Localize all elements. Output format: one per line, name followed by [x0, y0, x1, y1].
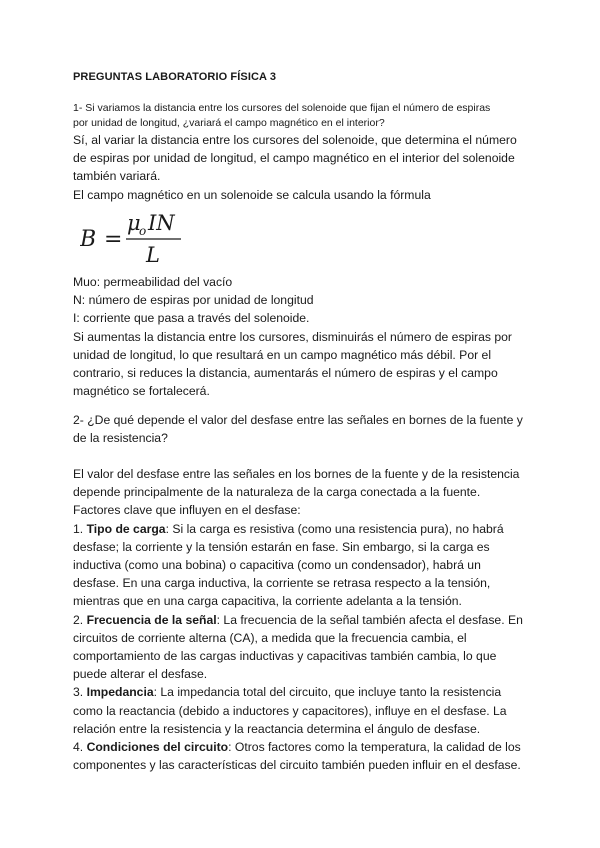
formula-denominator: L: [146, 243, 160, 267]
answer-1-line: también variará.: [73, 169, 161, 184]
question-1-line: 1- Si variamos la distancia entre los cursores del solenoide que fijan el número de espiras: [73, 102, 491, 114]
formula-numerator: IN: [148, 211, 175, 235]
question-1-line: por unidad de longitud, ¿variará el campo magnético en el interior?: [73, 117, 385, 129]
answer-1-line: Sí, al variar la distancia entre los cursores del solenoide, que determina el número: [73, 133, 517, 147]
factor-text: : La frecuencia de la señal también afecta el desfase. En: [216, 612, 523, 627]
answer-1-line: unidad de longitud, lo que resultará en un campo magnético más débil. Por el: [73, 347, 492, 362]
answer-1-line: El campo magnético en un solenoide se calcula usando la fórmula: [73, 187, 431, 202]
factor-3-first-line: [73, 683, 533, 701]
answer-1-line: contrario, si reduces la distancia, aumentarás el número de espiras y el campo: [73, 366, 498, 381]
factor-heading: Frecuencia de la señal: [86, 612, 217, 627]
factor-heading: Condiciones del circuito: [86, 740, 229, 755]
factor-line: puede alterar el desfase.: [73, 667, 208, 682]
formula-mu: μ: [127, 211, 141, 235]
question-2-line: 2- ¿De qué depende el valor del desfase entre las señales en bornes de la fuente y: [73, 413, 523, 427]
answer-2-line: El valor del desfase entre las señales en los bornes de la fuente y de la resistencia: [73, 467, 520, 481]
factor-line: desfase. En una carga inductiva, la corriente se retrasa respecto a la tensión,: [73, 576, 491, 591]
factor-line: mientras que en una carga capacitiva, la corriente adelanta a la tensión.: [73, 594, 462, 609]
answer-1-line: Si aumentas la distancia entre los cursores, disminuirás el número de espiras por: [73, 329, 512, 344]
factor-line: componentes y las características del circuito también pueden influir en el desfase.: [73, 758, 521, 773]
formula-lhs: B: [80, 227, 97, 252]
factor-1-first-line: [73, 520, 533, 538]
question-2-line: de la resistencia?: [73, 431, 168, 446]
factor-line: inductiva (como una bobina) o capacitiva (como un condensador), habrá un: [73, 558, 481, 573]
answer-2: [73, 465, 533, 774]
answer-1-line: de espiras por unidad de longitud, el campo magnético en el interior del solenoide: [73, 151, 515, 166]
question-2: [73, 411, 533, 447]
answer-2-line: depende principalmente de la naturaleza de la carga conectada a la fuente.: [73, 485, 481, 500]
answer-1-line: magnético se fortalecerá.: [73, 384, 210, 399]
formula-equals: =: [104, 227, 123, 252]
factor-number: 2.: [73, 612, 87, 627]
factor-line: circuitos de corriente alterna (CA), a medida que la frecuencia cambia, el: [73, 630, 467, 645]
factor-line: como la reactancia (debido a inductores y capacitores), influye en el desfase. La: [73, 703, 507, 718]
factor-number: 1.: [73, 521, 87, 536]
factor-text: : Si la carga es resistiva (como una resistencia pura), no habrá: [165, 521, 504, 536]
factor-line: comportamiento de las cargas inductivas y capacitivas también cambia, lo que: [73, 649, 497, 664]
definitions-1: [73, 273, 533, 400]
factor-heading: Tipo de carga: [86, 521, 166, 536]
page-title: PREGUNTAS LABORATORIO FÍSICA 3: [73, 71, 277, 83]
factor-text: : Otros factores como la temperatura, la calidad de los: [228, 740, 521, 755]
definition-line: N: número de espiras por unidad de longitud: [73, 293, 314, 308]
formula-subscript: o: [139, 224, 147, 238]
factor-2-first-line: [73, 611, 533, 629]
definition-line: Muo: permeabilidad del vacío: [73, 275, 233, 289]
question-1: [73, 101, 533, 131]
answer-1: [73, 131, 533, 204]
factor-number: 4.: [73, 740, 87, 755]
definition-line: I: corriente que pasa a través del solenoide.: [73, 311, 310, 326]
solenoid-formula: [80, 208, 260, 268]
factor-line: relación entre la resistencia y la reactancia determina el ángulo de desfase.: [73, 721, 481, 736]
factor-heading: Impedancia: [86, 685, 154, 700]
factor-text: : La impedancia total del circuito, que incluye tanto la resistencia: [153, 685, 502, 700]
factor-line: desfase; la corriente y la tensión estarán en fase. Sin embargo, si la carga es: [73, 539, 490, 554]
factor-4-first-line: [73, 738, 533, 756]
factor-number: 3.: [73, 685, 87, 700]
answer-2-line: Factores clave que influyen en el desfase:: [73, 503, 301, 518]
